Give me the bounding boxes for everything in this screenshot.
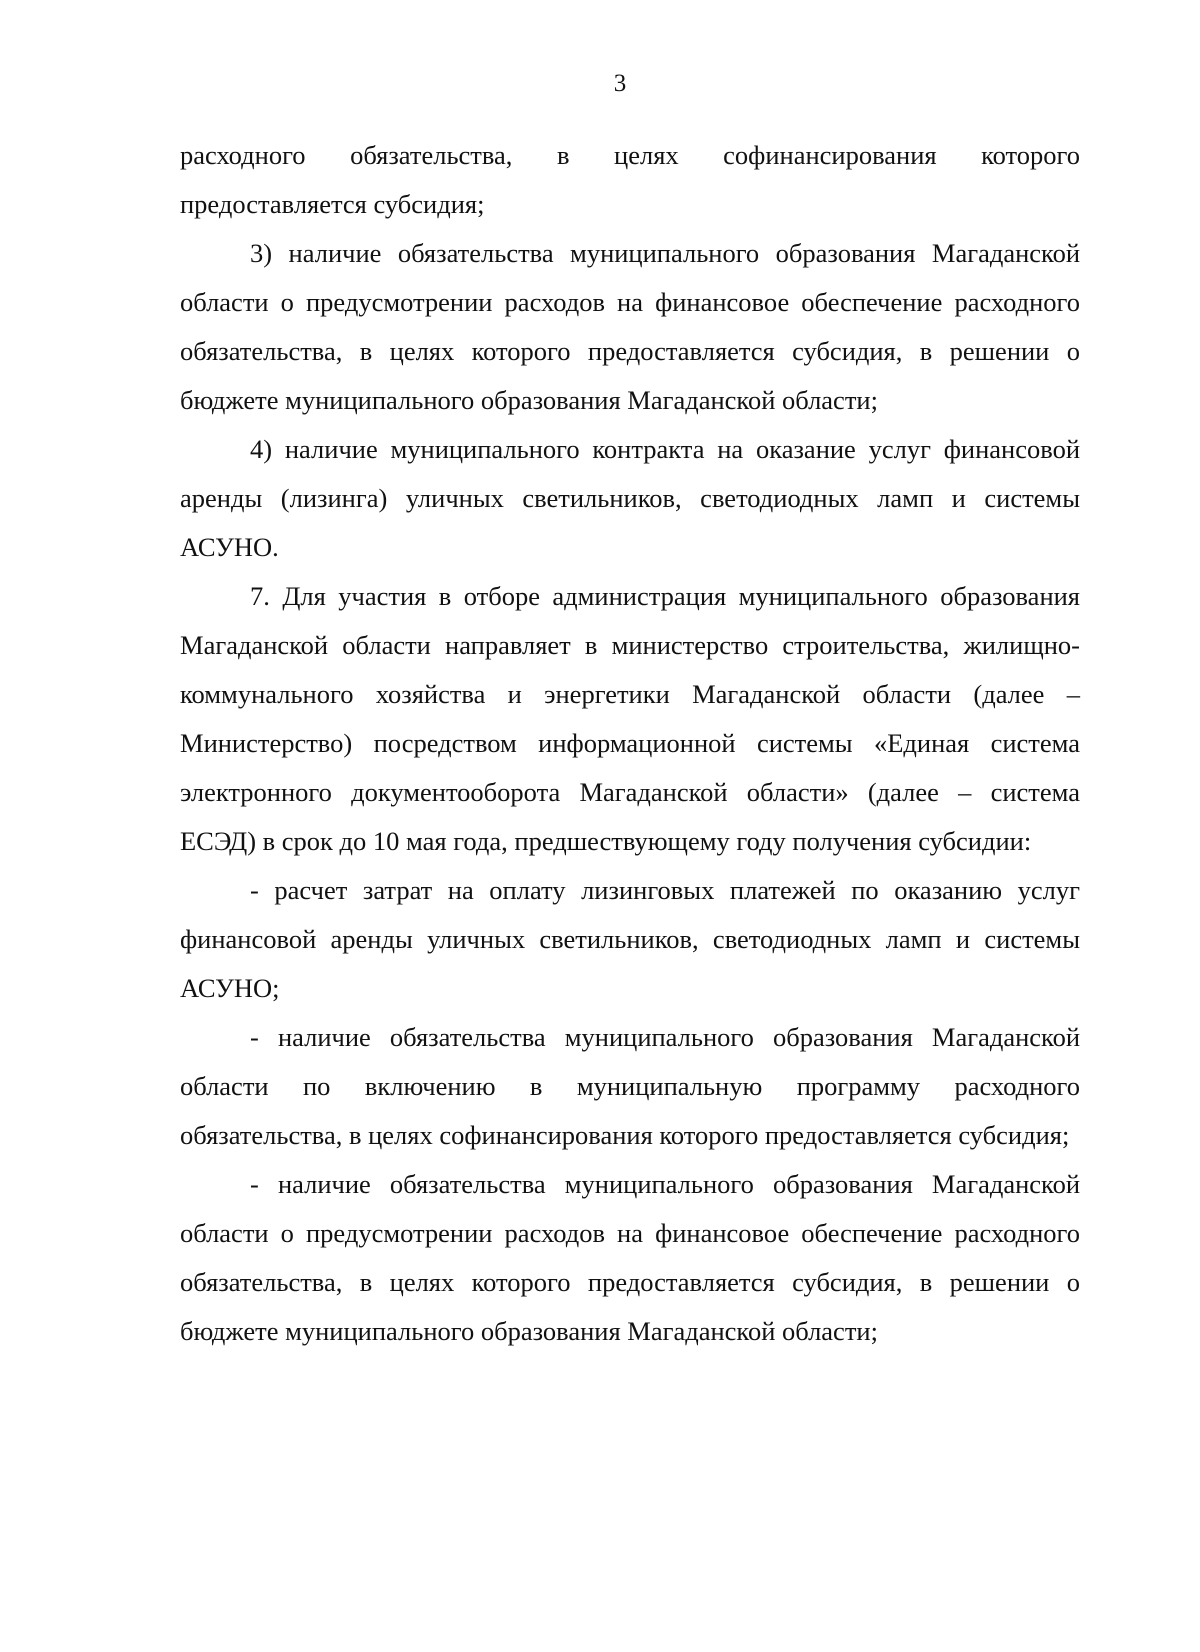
- paragraph-bullet-program-obligation: - наличие обязательства муниципального образования Магаданской области по включению в муниципальную программу расходного обязательства, в целях софинансирования которого предоставляется субсидия;: [180, 1022, 1080, 1150]
- page-number: 3: [613, 70, 627, 97]
- paragraph-continuation: расходного обязательства, в целях софинансирования которого предоставляется субсидия;: [180, 140, 1080, 219]
- paragraph-bullet-budget-obligation: - наличие обязательства муниципального образования Магаданской области о предусмотрении расходов на финансовое обеспечение расходного обязательства, в целях которого предоставляется субсидия, в решении о бюджете муниципального образования Магаданской области;: [180, 1169, 1080, 1346]
- paragraph-bullet-cost-calculation: - расчет затрат на оплату лизинговых платежей по оказанию услуг финансовой аренды уличных светильников, светодиодных ламп и системы АСУНО;: [180, 875, 1080, 1003]
- paragraph-item-4: 4) наличие муниципального контракта на оказание услуг финансовой аренды (лизинга) уличных светильников, светодиодных ламп и системы АСУНО.: [180, 434, 1080, 562]
- paragraph-section-7: 7. Для участия в отборе администрация муниципального образования Магаданской области направляет в министерство строительства, жилищно-коммунального хозяйства и энергетики Магаданской области (далее – Министерство) посредством информационной системы «Единая система электронного документооборота Магаданской области» (далее – система ЕСЭД) в срок до 10 мая года, предшествующему году получения субсидии:: [180, 581, 1080, 856]
- document-body: [180, 131, 1080, 1356]
- paragraph-item-3: 3) наличие обязательства муниципального образования Магаданской области о предусмотрении расходов на финансовое обеспечение расходного обязательства, в целях которого предоставляется субсидия, в решении о бюджете муниципального образования Магаданской области;: [180, 238, 1080, 415]
